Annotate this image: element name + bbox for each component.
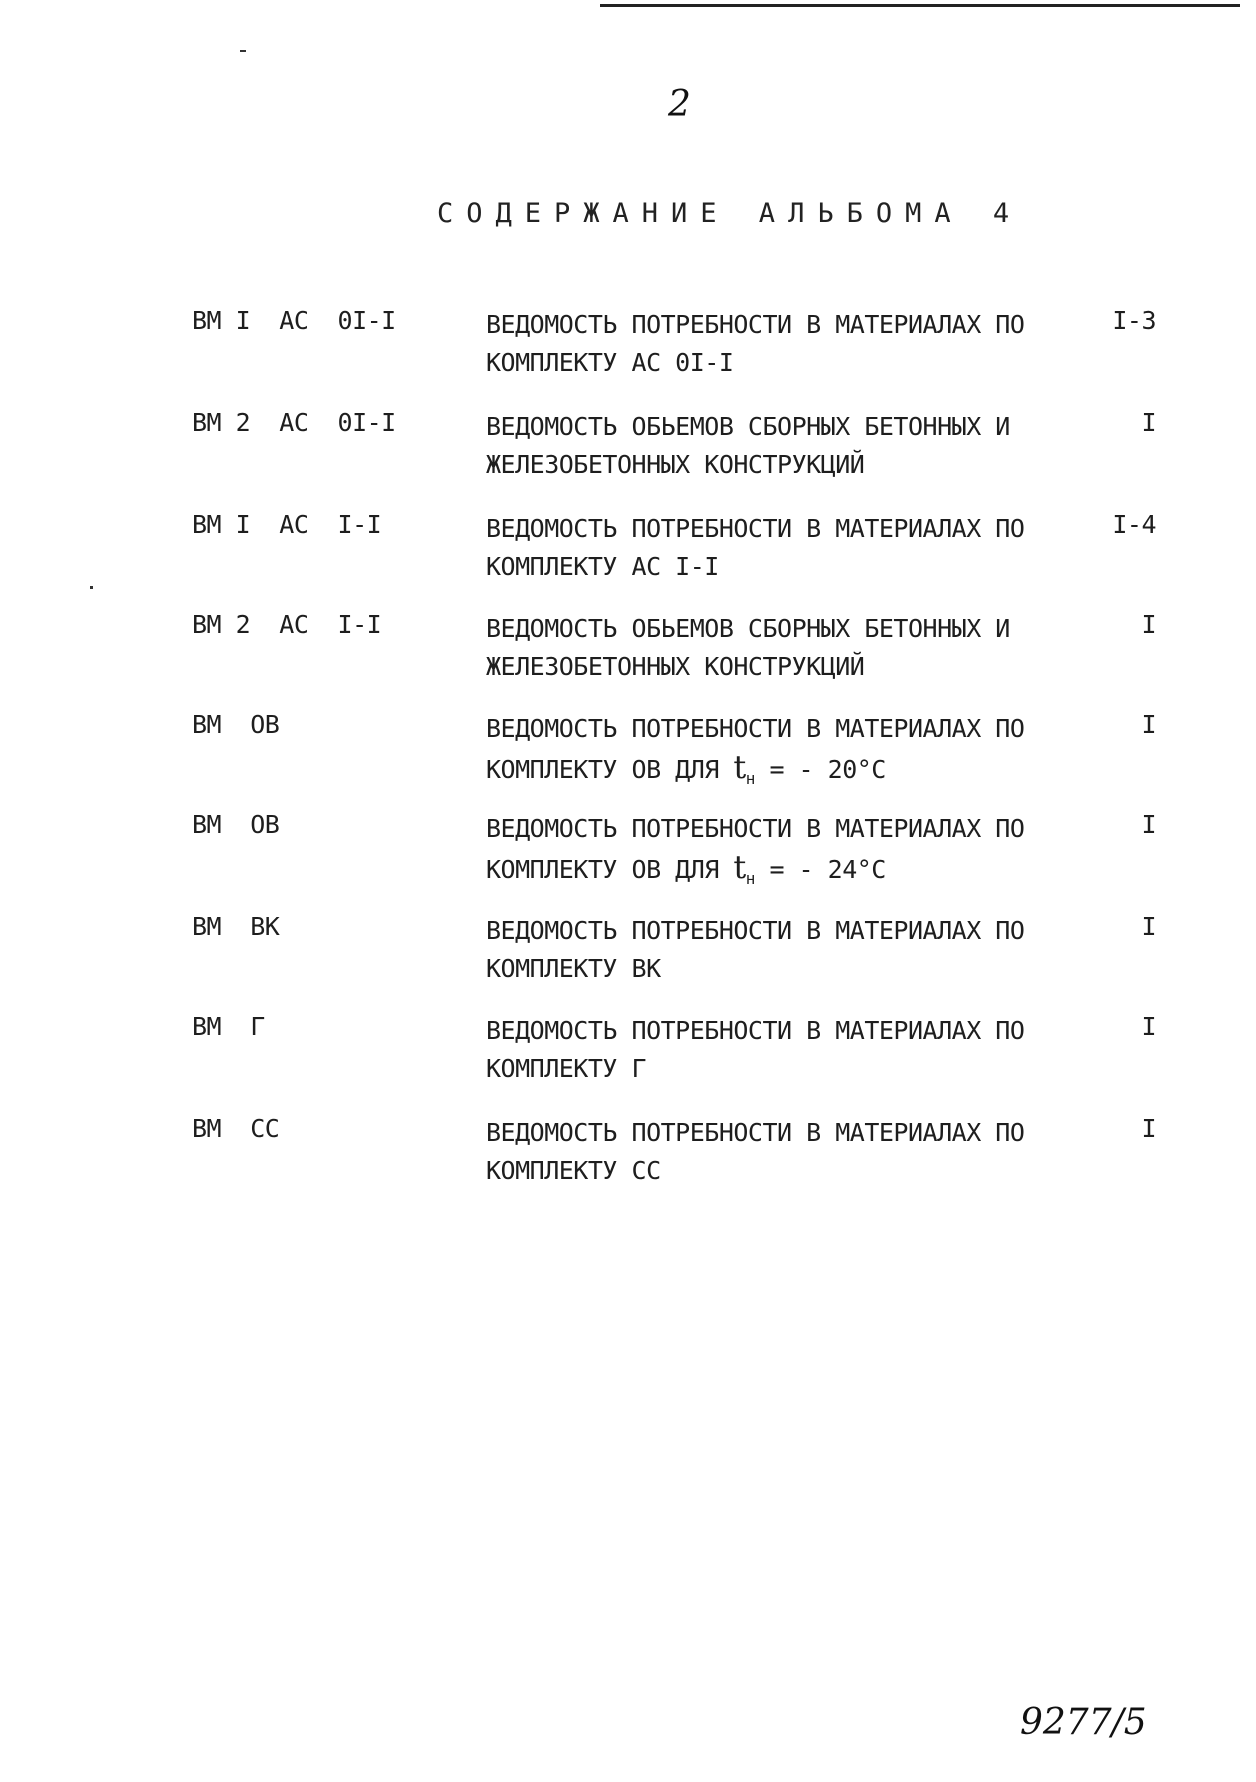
list-item: [0, 610, 1256, 700]
document-description: [486, 710, 1024, 798]
description-line: ВЕДОМОСТЬ ОБЬЕМОВ СБОРНЫХ БЕТОННЫХ И: [486, 412, 1010, 441]
temperature-subscript: н: [745, 869, 755, 888]
scan-speck: [240, 50, 246, 52]
description-line: ВЕДОМОСТЬ ОБЬЕМОВ СБОРНЫХ БЕТОННЫХ И: [486, 614, 1010, 643]
list-item: [0, 710, 1256, 800]
description-line: ВЕДОМОСТЬ ПОТРЕБНОСТИ В МАТЕРИАЛАХ ПО: [486, 714, 1025, 743]
temperature-subscript: н: [745, 769, 755, 788]
document-description: [486, 510, 1024, 586]
temperature-symbol: t: [733, 848, 746, 886]
list-item: [0, 1012, 1256, 1102]
description-line: ЖЕЛЕЗОБЕТОННЫХ КОНСТРУКЦИЙ: [486, 450, 865, 479]
description-line: ВЕДОМОСТЬ ПОТРЕБНОСТИ В МАТЕРИАЛАХ ПО: [486, 814, 1025, 843]
document-code: ВМ 2 АС I-I: [192, 610, 382, 639]
document-code: ВМ СС: [192, 1114, 280, 1143]
sheet-count: I: [1141, 810, 1156, 839]
temperature-value: = - 24°С: [754, 855, 886, 884]
description-line: [486, 848, 1024, 898]
sheet-count: I-3: [1112, 306, 1156, 335]
description-line: ВЕДОМОСТЬ ПОТРЕБНОСТИ В МАТЕРИАЛАХ ПО: [486, 916, 1025, 945]
sheet-count: I: [1141, 710, 1156, 739]
temperature-value: = - 20°С: [754, 755, 886, 784]
temperature-symbol: t: [733, 748, 746, 786]
description-line: КОМПЛЕКТУ АС 0I-I: [486, 348, 734, 377]
top-border-line: [600, 4, 1240, 7]
list-item: [0, 306, 1256, 396]
archive-number: 9277/5: [1020, 1702, 1147, 1743]
description-line: КОМПЛЕКТУ АС I-I: [486, 552, 719, 581]
document-code: ВМ I АС I-I: [192, 510, 382, 539]
sheet-count: I: [1141, 1012, 1156, 1041]
description-line: ЖЕЛЕЗОБЕТОННЫХ КОНСТРУКЦИЙ: [486, 652, 865, 681]
description-text: КОМПЛЕКТУ ОВ ДЛЯ: [486, 855, 719, 884]
description-text: КОМПЛЕКТУ ОВ ДЛЯ: [486, 755, 719, 784]
list-item: [0, 912, 1256, 1002]
description-line: КОМПЛЕКТУ СС: [486, 1156, 661, 1185]
description-line: [486, 748, 1024, 798]
document-description: [486, 408, 1010, 484]
description-line: ВЕДОМОСТЬ ПОТРЕБНОСТИ В МАТЕРИАЛАХ ПО: [486, 1118, 1025, 1147]
description-line: ВЕДОМОСТЬ ПОТРЕБНОСТИ В МАТЕРИАЛАХ ПО: [486, 310, 1025, 339]
sheet-count: I: [1141, 610, 1156, 639]
document-description: [486, 810, 1024, 898]
document-description: [486, 306, 1024, 382]
list-item: [0, 1114, 1256, 1204]
document-description: [486, 1114, 1024, 1190]
description-line: ВЕДОМОСТЬ ПОТРЕБНОСТИ В МАТЕРИАЛАХ ПО: [486, 514, 1025, 543]
document-code: ВМ Г: [192, 1012, 265, 1041]
description-line: КОМПЛЕКТУ Г: [486, 1054, 647, 1083]
sheet-count: I: [1141, 912, 1156, 941]
description-line: КОМПЛЕКТУ ВК: [486, 954, 661, 983]
list-item: [0, 810, 1256, 900]
document-description: [486, 1012, 1024, 1088]
page-title: СОДЕРЖАНИЕ АЛЬБОМА 4: [437, 198, 1023, 229]
document-code: ВМ ВК: [192, 912, 280, 941]
sheet-count: I: [1141, 408, 1156, 437]
document-code: ВМ ОВ: [192, 710, 280, 739]
document-description: [486, 610, 1010, 686]
document-code: ВМ ОВ: [192, 810, 280, 839]
sheet-count: I-4: [1112, 510, 1156, 539]
list-item: [0, 408, 1256, 498]
sheet-count: I: [1141, 1114, 1156, 1143]
list-item: [0, 510, 1256, 600]
document-description: [486, 912, 1024, 988]
document-code: ВМ I АС 0I-I: [192, 306, 396, 335]
document-code: ВМ 2 АС 0I-I: [192, 408, 396, 437]
description-line: ВЕДОМОСТЬ ПОТРЕБНОСТИ В МАТЕРИАЛАХ ПО: [486, 1016, 1025, 1045]
page-number: 2: [668, 84, 691, 125]
